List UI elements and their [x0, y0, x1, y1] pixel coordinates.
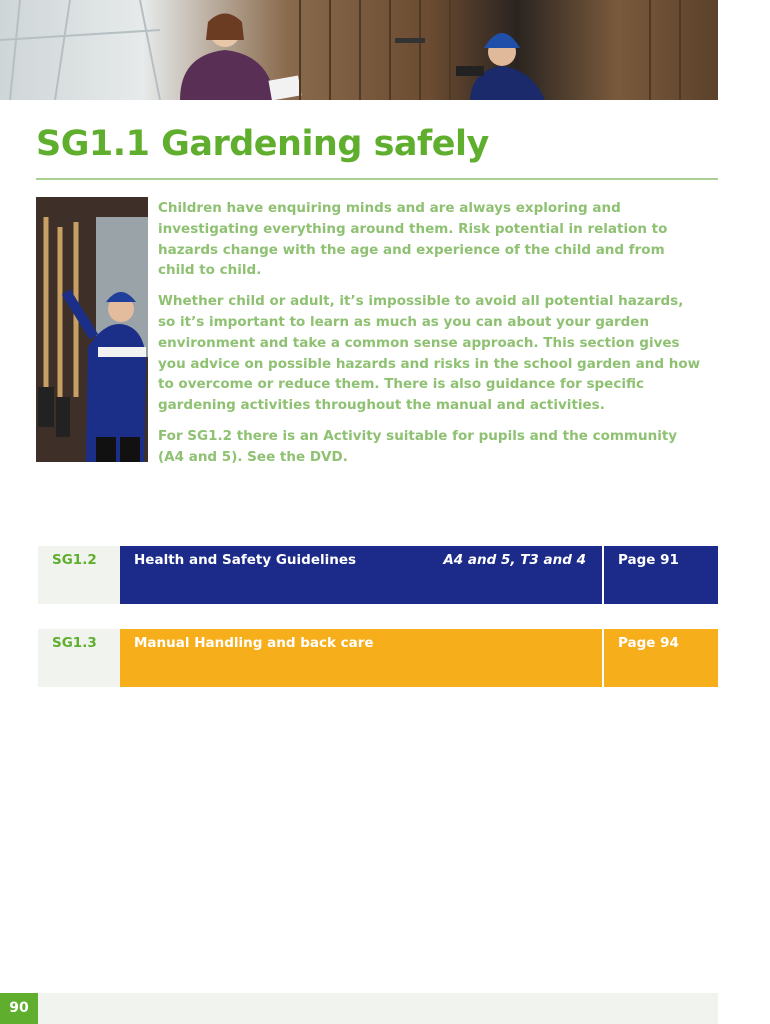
link-row-sg1-3[interactable]	[38, 629, 718, 687]
intro-paragraph-2: Whether child or adult, it’s impossible to avoid all potential hazards, so it’s important to learn as much as you can about your garden environment and take a common sense approach. This section gives you advice on possible hazards and risks in the school garden and how to overcome or reduce them. There is also guidance for specific gardening activities throughout the manual and activities.	[158, 293, 701, 414]
section-title-cell[interactable]	[120, 546, 602, 604]
section-code: SG1.3	[52, 635, 97, 651]
section-code-cell	[38, 629, 120, 687]
child-with-tools-photo	[36, 197, 148, 462]
link-row-sg1-2[interactable]	[38, 546, 718, 604]
page-number: 90	[0, 993, 38, 1024]
page-reference-cell[interactable]	[604, 546, 718, 604]
page-reference-cell[interactable]	[604, 629, 718, 687]
intro-paragraph-3: For SG1.2 there is an Activity suitable for pupils and the community (A4 and 5). See the DVD.	[158, 427, 678, 465]
title-divider	[36, 178, 718, 180]
page-reference: Page 94	[618, 635, 679, 651]
section-label: Manual Handling and back care	[134, 635, 374, 651]
activity-reference: A4 and 5, T3 and 4	[443, 552, 586, 568]
section-code: SG1.2	[52, 552, 97, 568]
section-code-cell	[38, 546, 120, 604]
page-reference: Page 91	[618, 552, 679, 568]
intro-text	[158, 198, 703, 478]
section-title-cell[interactable]	[120, 629, 602, 687]
page-title: SG1.1 Gardening safely	[36, 124, 489, 164]
intro-paragraph-1: Children have enquiring minds and are always exploring and investigating everything around them. Risk potential in relation to hazards change with the age and experience of the child and from child to child.	[158, 200, 668, 279]
footer-bar	[0, 993, 718, 1024]
section-label: Health and Safety Guidelines	[134, 552, 357, 568]
header-photo	[0, 0, 718, 100]
